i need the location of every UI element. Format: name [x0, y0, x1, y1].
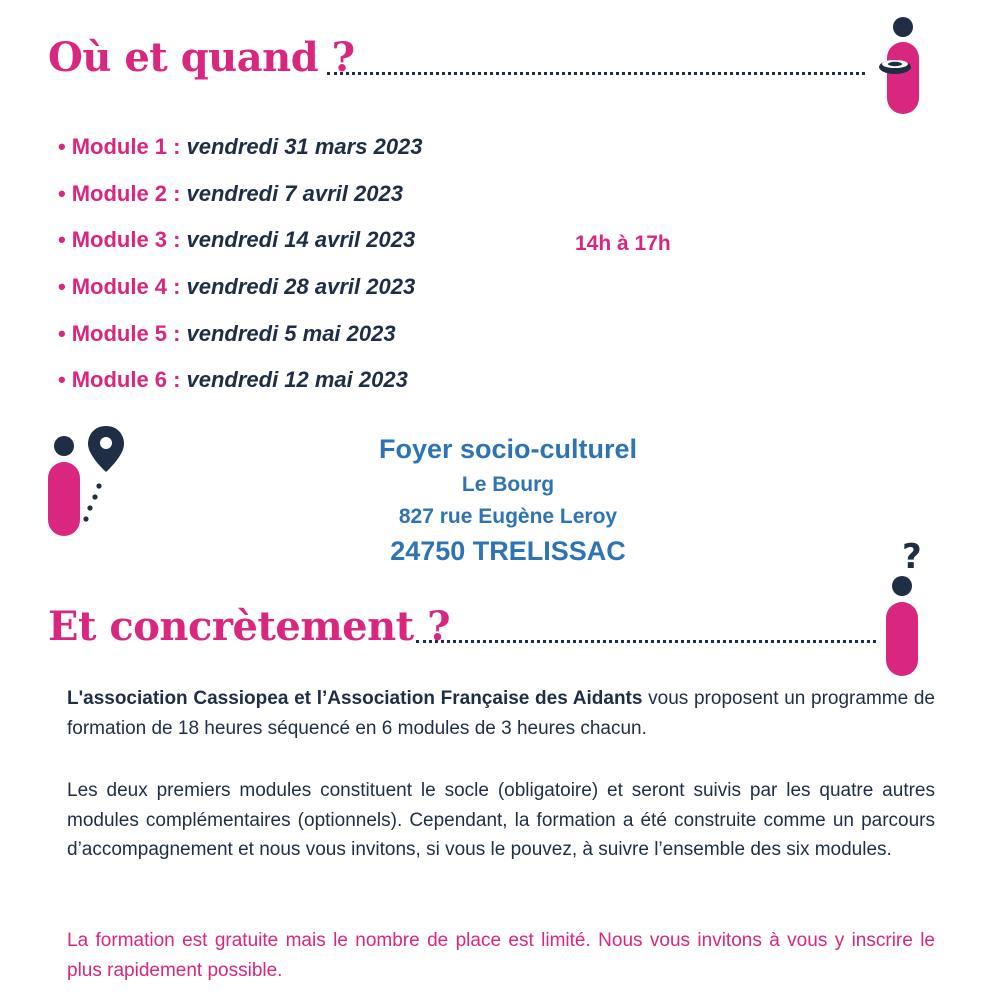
bullet: • [58, 180, 66, 206]
module-date: vendredi 7 avril 2023 [186, 180, 403, 206]
modules-paragraph: Les deux premiers modules constituent le socle (obligatoire) et seront suivis par les quatre autres modules complémentaires (optionnels). Cependant, la formation a été construite comme un parcours d’accompagnement et nous vous invitons, si vous le pouvez, à suivre l’ensemble des six modules. [67, 780, 935, 860]
module-label: Module 4 : [71, 274, 181, 300]
module-item [58, 124, 578, 171]
module-item [58, 217, 578, 264]
module-date: vendredi 31 mars 2023 [186, 134, 423, 160]
module-label: Module 2 : [71, 180, 181, 206]
module-date: vendredi 12 mai 2023 [186, 367, 408, 393]
address-city: 24750 TRELISSAC [390, 536, 626, 566]
module-item [58, 310, 578, 357]
registration-notice: La formation est gratuite mais le nombre de place est limité. Nous vous invitons à vous y inscrire le plus rapidement possible. [67, 930, 935, 981]
bullet: • [58, 134, 66, 160]
module-item [58, 171, 578, 218]
bullet: • [58, 320, 66, 346]
address-line: Le Bourg [461, 473, 555, 496]
module-label: Module 1 : [71, 134, 181, 160]
associations-names: L'association Cassiopea et l’Association Française des Aidants [67, 688, 643, 709]
module-date: vendredi 5 mai 2023 [186, 320, 396, 346]
intro-text: vous proposent un programme de formation de 18 heures séquencé en 6 modules de 3 heures chacun. [67, 688, 936, 739]
title-dotted-rule [327, 72, 865, 75]
address-street: 827 rue Eugène Leroy [398, 505, 618, 528]
person-question-icon [880, 534, 936, 678]
person-clock-icon [870, 14, 930, 118]
module-label: Module 5 : [71, 320, 181, 346]
module-date: vendredi 28 avril 2023 [186, 274, 416, 300]
intro-paragraph [67, 684, 935, 743]
module-item [58, 357, 578, 404]
module-item [58, 264, 578, 311]
svg-text:?: ? [902, 537, 922, 577]
person-location-icon [44, 424, 128, 538]
section-title-ou-et-quand: Où et quand ? [48, 34, 355, 81]
hours-label: 14h à 17h [575, 232, 671, 255]
bullet: • [58, 274, 66, 300]
title-dotted-rule [416, 640, 876, 643]
bullet: • [58, 367, 66, 393]
bullet: • [58, 227, 66, 253]
module-label: Module 3 : [71, 227, 181, 253]
module-date: vendredi 14 avril 2023 [186, 227, 416, 253]
module-label: Module 6 : [71, 367, 181, 393]
venue-name: Foyer socio-culturel [378, 434, 638, 464]
section-title-et-concretement: Et concrètement ? [48, 603, 451, 650]
module-list [58, 124, 578, 404]
